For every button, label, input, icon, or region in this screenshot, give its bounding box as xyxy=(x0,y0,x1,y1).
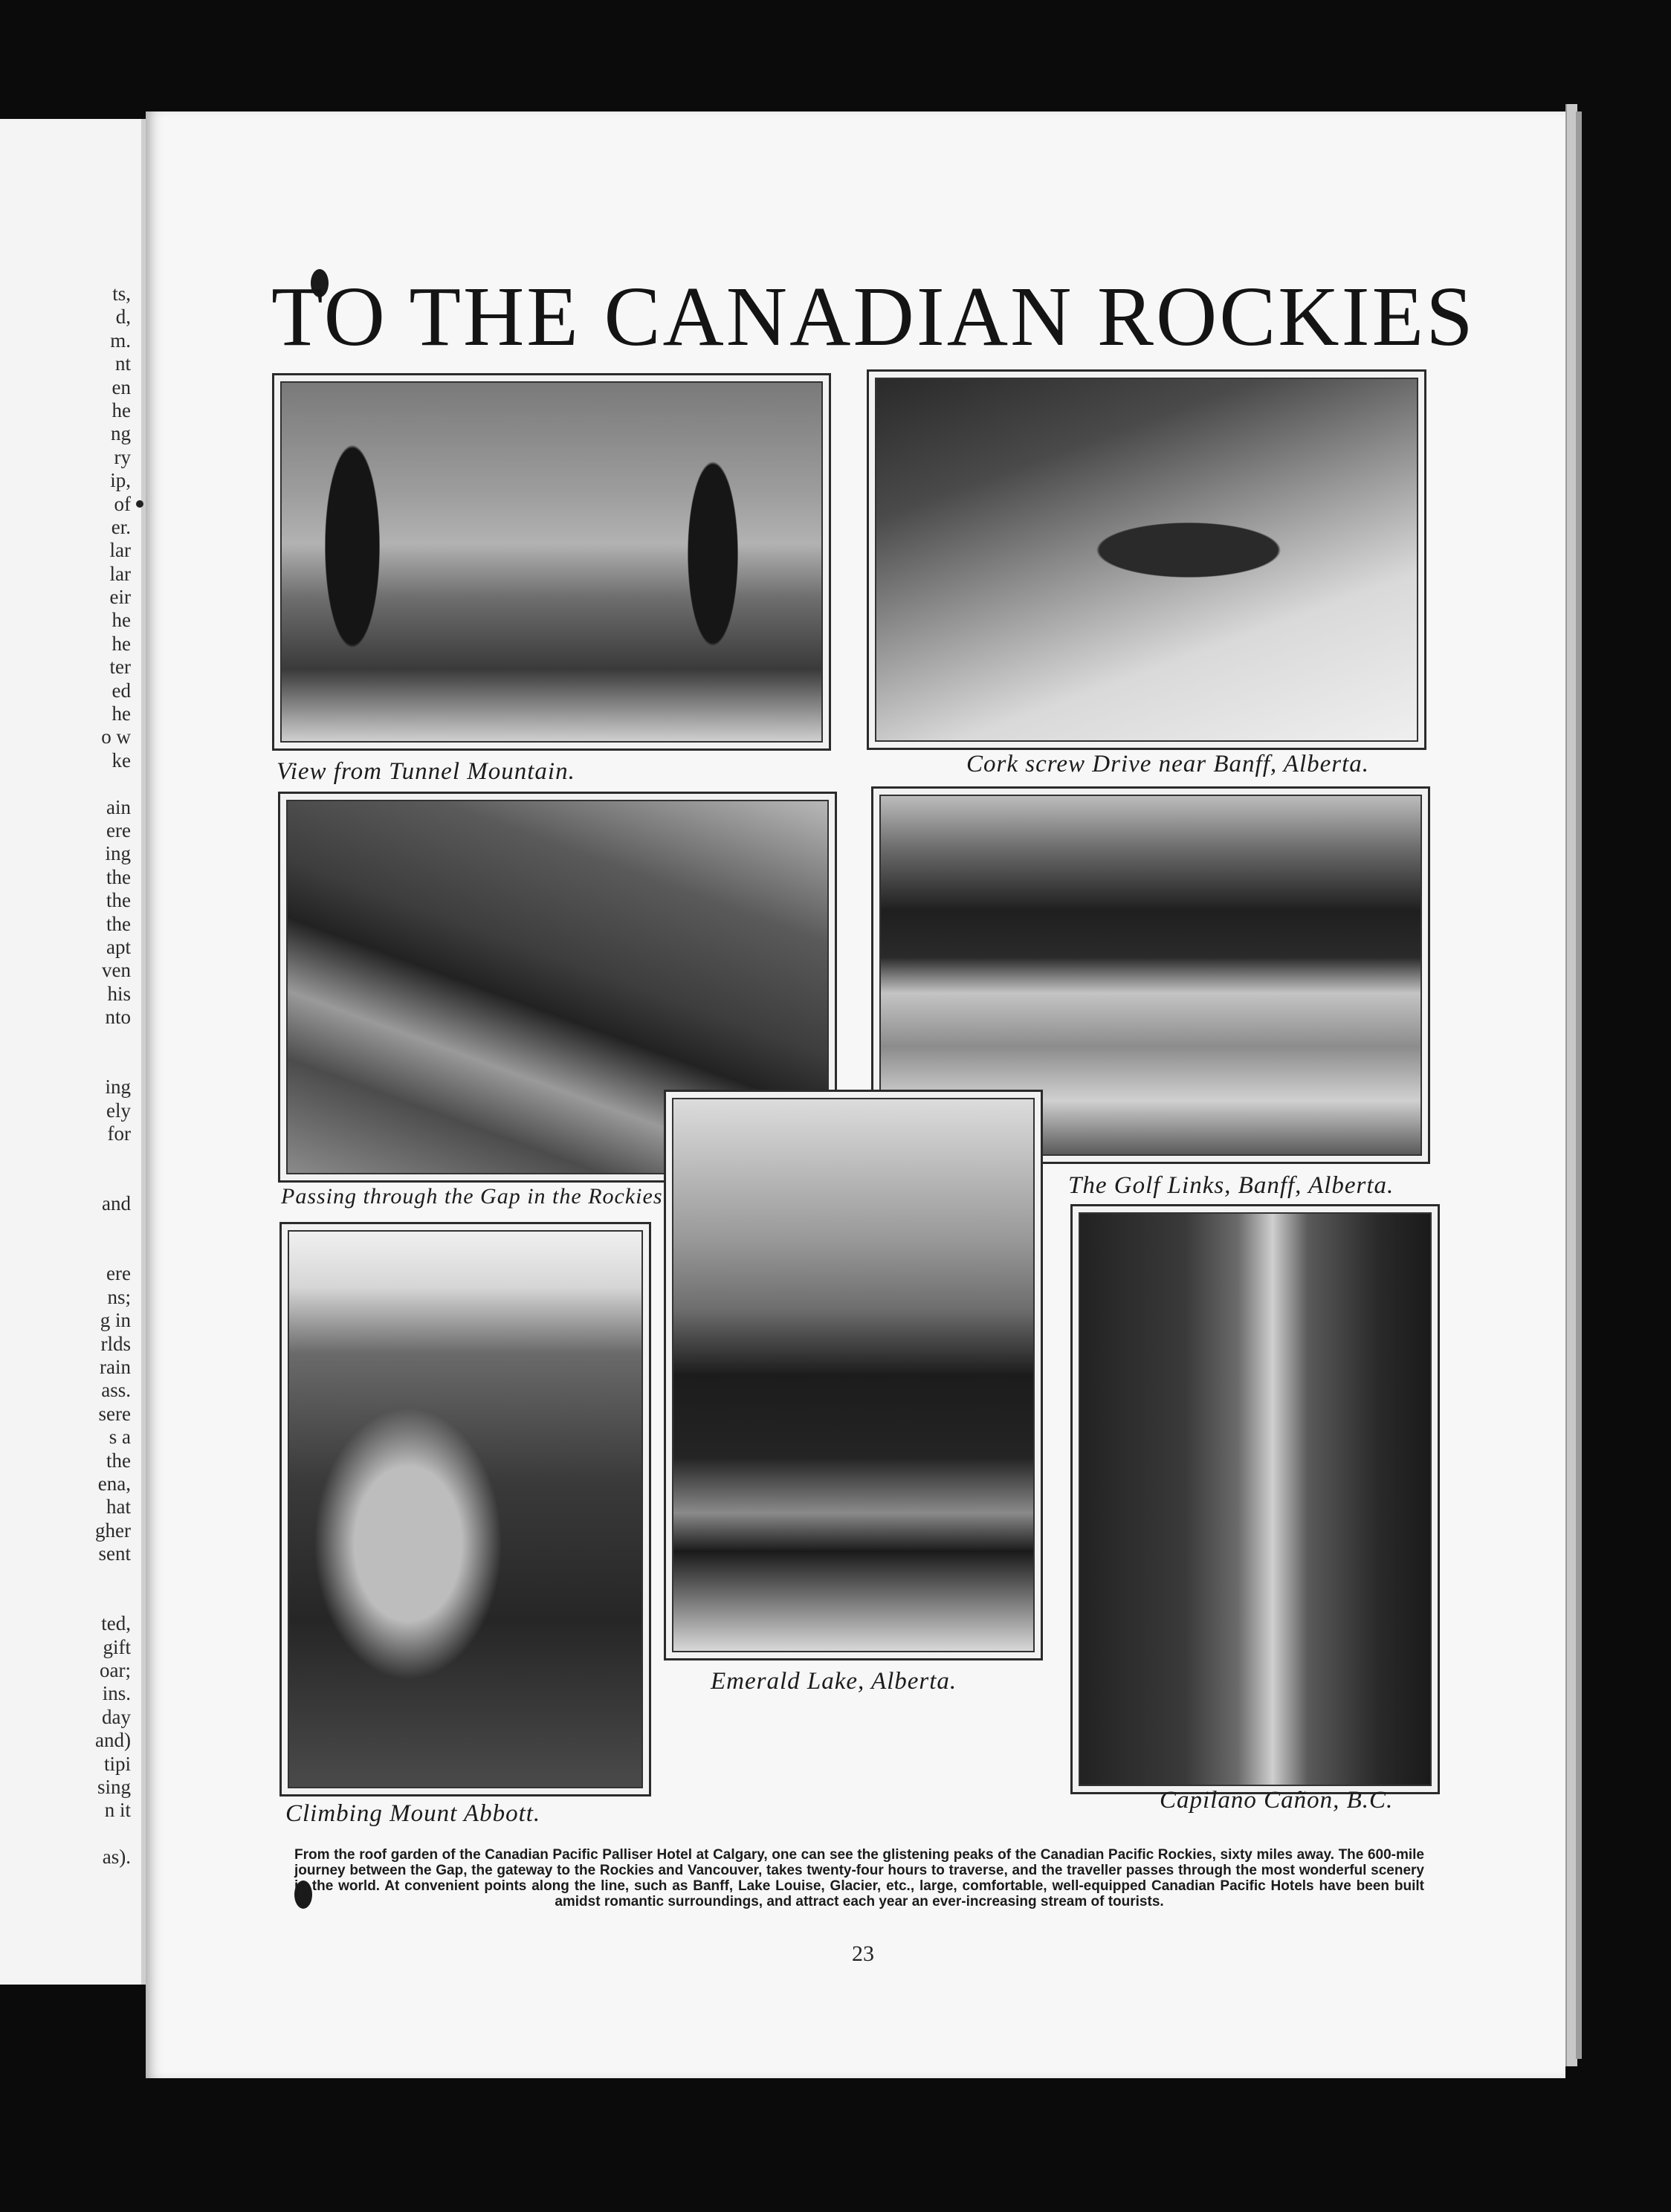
left-page-line: his xyxy=(107,982,131,1005)
left-page-line: the xyxy=(106,912,131,935)
left-page-line: nt xyxy=(114,352,131,375)
left-page-line: ing xyxy=(105,842,131,865)
article-body-text: From the roof garden of the Canadian Pacific Palliser Hotel at Calgary, one can see the glistening peaks of the Canadian Pacific Rockies, sixty miles away. The 600-mile journey between the Gap, the gateway to the Rockies and Vancouver, takes twenty-four hours to traverse, and the traveller passes through the most wonderful scenery in the world. At convenient points along the line, such as Banff, Lake Louise, Glacier, etc., large, comfortable, well-equipped Canadian Pacific Hotels have been built amidst romantic surroundings, and attract each year an ever-increasing stream of tourists. xyxy=(294,1847,1424,1909)
left-page-line: sere xyxy=(98,1402,131,1425)
left-page-line: the xyxy=(106,889,131,912)
left-page-line: apt xyxy=(106,935,131,958)
photo-image xyxy=(875,378,1418,742)
left-page-line: day xyxy=(102,1705,131,1728)
left-page-line: he xyxy=(111,702,131,725)
left-page-line: tipi xyxy=(103,1752,131,1775)
left-page-line: rlds xyxy=(100,1332,131,1355)
left-page-line: ns; xyxy=(107,1285,131,1308)
left-page-line xyxy=(19,1239,131,1262)
left-page-line: ere xyxy=(106,1262,131,1285)
left-page-line: ng xyxy=(111,422,131,445)
left-page-line: ed xyxy=(111,679,131,702)
caption-golf-links: The Golf Links, Banff, Alberta. xyxy=(1068,1172,1394,1199)
left-page-line: n it xyxy=(104,1799,131,1822)
photo-mount-abbott xyxy=(279,1222,651,1797)
caption-cork-screw-drive: Cork screw Drive near Banff, Alberta. xyxy=(966,751,1370,777)
left-page-line: he xyxy=(111,609,131,632)
caption-capilano-canon: Capilano Cañon, B.C. xyxy=(1160,1787,1394,1814)
left-page-line: ena, xyxy=(97,1472,131,1495)
left-page-line: ely xyxy=(106,1099,131,1122)
left-page-line: m. xyxy=(110,329,131,352)
left-page-line xyxy=(19,1823,131,1846)
left-page-line: and) xyxy=(95,1729,131,1752)
left-page-line xyxy=(19,1029,131,1052)
photo-image xyxy=(288,1230,643,1788)
left-page-line: as). xyxy=(102,1846,131,1869)
left-page-line: ts, xyxy=(112,282,131,305)
left-page-line: ke xyxy=(111,748,131,772)
photo-image xyxy=(1079,1212,1432,1786)
left-page-line: g in xyxy=(100,1309,131,1332)
left-page-line: nto xyxy=(105,1006,131,1029)
left-page-line xyxy=(19,1052,131,1076)
left-page-line: ven xyxy=(102,959,131,982)
left-page-line: ere xyxy=(106,818,131,841)
photo-cork-screw-drive xyxy=(867,369,1426,750)
left-page-line: ins. xyxy=(102,1682,131,1705)
left-page-line: en xyxy=(111,375,131,398)
page-number: 23 xyxy=(852,1941,874,1966)
left-page-line xyxy=(19,772,131,795)
left-page-line: he xyxy=(111,398,131,421)
left-page-line: eir xyxy=(109,586,131,609)
left-page-line: for xyxy=(107,1122,131,1145)
left-facing-page xyxy=(0,119,146,1985)
caption-emerald-lake: Emerald Lake, Alberta. xyxy=(711,1668,957,1695)
left-page-line: lar xyxy=(109,562,131,585)
left-page-line: ain xyxy=(106,795,131,818)
left-page-line: lar xyxy=(109,539,131,562)
left-page-line: rain xyxy=(100,1355,131,1378)
page-title: TO THE CANADIAN ROCKIES xyxy=(271,269,1476,363)
photo-emerald-lake xyxy=(664,1090,1043,1660)
left-page-line: d, xyxy=(115,305,131,329)
left-page-line xyxy=(19,1216,131,1239)
left-page-line: ter xyxy=(109,656,131,679)
left-page-line: he xyxy=(111,632,131,655)
left-page-line: o w xyxy=(101,725,131,748)
left-page-line: ted, xyxy=(101,1612,131,1635)
left-page-line xyxy=(19,1589,131,1612)
left-page-line: of xyxy=(114,492,131,515)
left-page-text-fragments xyxy=(19,282,131,1869)
left-page-line xyxy=(19,1169,131,1192)
page-edge-shadow xyxy=(1576,111,1582,2059)
left-page-line xyxy=(19,1145,131,1168)
left-page-line xyxy=(19,1565,131,1588)
left-page-line: gher xyxy=(95,1519,131,1542)
left-page-line: the xyxy=(106,865,131,888)
left-page-line: ry xyxy=(114,445,131,468)
left-page-line: sent xyxy=(98,1542,131,1565)
left-page-line: ass. xyxy=(101,1379,131,1402)
photo-image xyxy=(672,1098,1035,1652)
gutter-mark xyxy=(136,500,143,508)
caption-gap-rockies: Passing through the Gap in the Rockies xyxy=(281,1184,663,1209)
caption-mount-abbott: Climbing Mount Abbott. xyxy=(285,1800,541,1827)
photo-tunnel-mountain xyxy=(272,373,831,751)
left-page-line: the xyxy=(106,1449,131,1472)
photo-image xyxy=(280,381,823,743)
left-page-line: sing xyxy=(97,1776,131,1798)
left-page-line: and xyxy=(102,1192,131,1215)
caption-tunnel-mountain: View from Tunnel Mountain. xyxy=(277,758,575,785)
left-page-line: er. xyxy=(111,515,131,538)
left-page-line: hat xyxy=(106,1495,131,1519)
left-page-line: ip, xyxy=(110,469,131,492)
photo-capilano-canon xyxy=(1070,1204,1440,1794)
left-page-line: ing xyxy=(105,1076,131,1099)
left-page-line: s a xyxy=(109,1426,131,1449)
left-page-line: gift xyxy=(103,1635,131,1658)
left-page-line: oar; xyxy=(100,1659,131,1682)
